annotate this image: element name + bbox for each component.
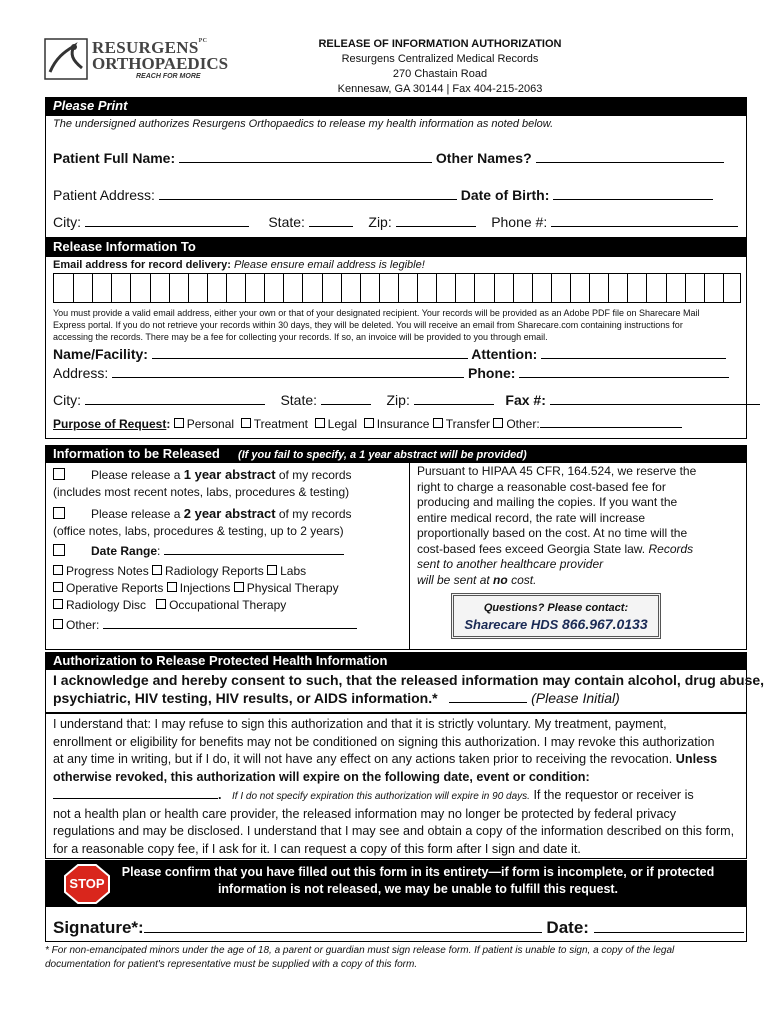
name-facility-label: Name/Facility:: [53, 346, 148, 362]
email-grid-cell-divider: [474, 274, 475, 302]
patient-address-field[interactable]: [159, 199, 457, 200]
email-grid-cell-divider: [455, 274, 456, 302]
type-progress-notes-checkbox[interactable]: [53, 565, 63, 575]
expiration-field[interactable]: [53, 798, 218, 799]
terms-text: I understand that: I may refuse to sign this authorization and that it is strictly voluntary. My treatment, payment, enrollment or eligibility for benefits may not be conditioned on signing this authorization. I may revoke this authorization at any time in writing, but if I do, it will not have any effect on any actions taken prior to receiving the revocation. Unless otherwise revoked, this authorization will expire on the following date, event or condition: . If I do not specify expiration this authorization will expire in 90 days. If the requestor or receiver is not a health plan or health care provider, the released information may no longer be protected by federal privacy regulations and may be disclosed. I understand that I may see and obtain a copy of the information described on this form, for a reasonable copy fee, if I ask for it. I can request a copy of this form after I sign and date it.: [53, 717, 735, 856]
logo-mark-icon: [44, 38, 88, 80]
email-grid-cell-divider: [627, 274, 628, 302]
email-grid-cell-divider: [379, 274, 380, 302]
email-grid-cell-divider: [704, 274, 705, 302]
email-label: Email address for record delivery:: [53, 259, 231, 271]
type-radiology-reports[interactable]: Radiology Reports: [152, 564, 264, 578]
signature-field[interactable]: [144, 932, 542, 933]
email-instructions: [53, 307, 700, 343]
patient-city-label: City:: [53, 214, 81, 230]
two-year-checkbox[interactable]: [53, 507, 65, 519]
purpose-transfer-checkbox[interactable]: [433, 418, 443, 428]
purpose-other[interactable]: Other:: [493, 417, 539, 431]
contact-question: Questions? Please contact:: [483, 602, 629, 614]
email-grid-cell-divider: [398, 274, 399, 302]
opt2-text-a: Please release a: [91, 507, 181, 521]
email-grid-cell-divider: [723, 274, 724, 302]
fee-divider: [409, 462, 410, 650]
purpose-legal-checkbox[interactable]: [315, 418, 325, 428]
patient-state-label: State:: [268, 214, 305, 230]
initial-label: (Please Initial): [531, 690, 620, 706]
recipient-city-field[interactable]: [85, 404, 265, 405]
type-radiology-disc-checkbox[interactable]: [53, 599, 63, 609]
email-grid-cell-divider: [245, 274, 246, 302]
initial-field[interactable]: [449, 702, 527, 703]
opt1-text-d: (includes most recent notes, labs, procedures & testing): [53, 485, 350, 499]
purpose-personal-checkbox[interactable]: [174, 418, 184, 428]
one-year-checkbox[interactable]: [53, 468, 65, 480]
ack-line-1: I acknowledge and hereby consent to such, that the released information may contain alcohol, drug abuse,: [53, 672, 765, 688]
note-line-1: You must provide a valid email address, either your own or that of your designated recipient. Your records will be provided as an Adobe PDF file on Sharecare Mail: [53, 308, 700, 318]
purpose-other-checkbox[interactable]: [493, 418, 503, 428]
purpose-personal[interactable]: Personal: [174, 417, 234, 431]
patient-phone-label: Phone #:: [491, 214, 548, 230]
purpose-insurance[interactable]: Insurance: [364, 417, 430, 431]
fee-text: Pursuant to HIPAA 45 CFR, 164.524, we reserve the right to charge a reasonable cost-based fee for producing and mailing the copies. If you want the entire medical record, the rate will increase proportionally based on the cost. At no time will the cost-based fees exceed Georgia State law. Records sent to another healthcare provider will be sent at no cost.: [417, 464, 697, 587]
email-grid-cell-divider: [169, 274, 170, 302]
logo-tagline: REACH FOR MORE: [136, 73, 201, 80]
patient-zip-label: Zip:: [368, 214, 392, 230]
type-radiology-reports-checkbox[interactable]: [152, 565, 162, 575]
note-line-3: accessing the records. There may be a fee for collecting your records. If so, an invoice will be provided to you through email.: [53, 332, 548, 342]
type-radiology-disc[interactable]: Radiology Disc: [53, 598, 146, 612]
recipient-phone-field[interactable]: [519, 377, 729, 378]
org-street: 270 Chastain Road: [392, 68, 488, 80]
email-grid-cell-divider: [608, 274, 609, 302]
patient-address-label: Patient Address:: [53, 187, 155, 203]
type-progress-notes[interactable]: Progress Notes: [53, 564, 149, 578]
type-other-field[interactable]: [103, 628, 357, 629]
purpose-treatment[interactable]: Treatment: [241, 417, 308, 431]
patient-zip-field[interactable]: [396, 226, 476, 227]
opt1-text-a: Please release a: [91, 468, 181, 482]
type-other-checkbox[interactable]: [53, 619, 63, 629]
email-grid-cell-divider: [150, 274, 151, 302]
opt1-text-b: 1 year abstract: [183, 467, 276, 482]
type-operative-reports-checkbox[interactable]: [53, 582, 63, 592]
org-city-fax: Kennesaw, GA 30144 | Fax 404-215-2063: [337, 83, 543, 95]
email-grid-cell-divider: [302, 274, 303, 302]
patient-phone-field[interactable]: [551, 226, 738, 227]
email-grid-cell-divider: [130, 274, 131, 302]
email-grid-cell-divider: [188, 274, 189, 302]
please-print-bar: Please Print: [45, 97, 747, 115]
recipient-zip-label: Zip:: [386, 392, 410, 408]
email-grid-cell-divider: [532, 274, 533, 302]
authorization-bar: Authorization to Release Protected Health Information: [45, 652, 747, 669]
email-grid-cell-divider: [685, 274, 686, 302]
purpose-other-field[interactable]: [540, 427, 682, 428]
logo-sup: PC: [198, 38, 208, 44]
opt2-text-d: (office notes, labs, procedures & testing, up to 2 years): [53, 524, 344, 538]
footnote: * For non-emancipated minors under the age of 18, a parent or guardian must sign release form. If patient is unable to sign, a copy of the legal documentation for patient's representative must be supplied with a copy of this form.: [45, 945, 675, 970]
attention-field[interactable]: [541, 358, 726, 359]
type-occupational-therapy-checkbox[interactable]: [156, 599, 166, 609]
type-operative-reports[interactable]: Operative Reports: [53, 581, 163, 595]
ack-line-2: psychiatric, HIV testing, HIV results, or AIDS information.*: [53, 690, 438, 706]
dob-label: Date of Birth:: [460, 187, 550, 203]
other-names-field[interactable]: [536, 162, 724, 163]
contact-number: 866.967.0133: [561, 616, 648, 632]
stop-text: STOP: [69, 876, 105, 891]
date-range-checkbox[interactable]: [53, 544, 65, 556]
type-occupational-therapy[interactable]: Occupational Therapy: [156, 598, 286, 612]
recipient-state-label: State:: [280, 392, 318, 408]
date-label: Date:: [546, 918, 589, 937]
email-note: Please ensure email address is legible!: [233, 259, 425, 271]
recipient-phone-label: Phone:: [468, 365, 516, 381]
email-grid-cell-divider: [589, 274, 590, 302]
email-grid-cell-divider: [207, 274, 208, 302]
date-range-label: Date Range: [91, 544, 158, 558]
type-physical-therapy-checkbox[interactable]: [234, 582, 244, 592]
logo-sub: ORTHOPAEDICS: [92, 54, 229, 73]
email-grid-cell-divider: [513, 274, 514, 302]
info-released-title: Information to be Released: [53, 446, 220, 461]
type-injections[interactable]: Injections: [167, 581, 231, 595]
patient-state-field[interactable]: [309, 226, 353, 227]
email-grid-cell-divider: [666, 274, 667, 302]
info-released-note: (If you fail to specify, a 1 year abstract will be provided): [237, 449, 527, 461]
note-line-2: Express portal. If you do not retrieve your records within 30 days, they will be deleted. You will receive an email from Sharecare.com containing instructions for: [53, 320, 683, 330]
email-grid-cell-divider: [570, 274, 571, 302]
type-physical-therapy[interactable]: Physical Therapy: [234, 581, 339, 595]
release-to-bar: Release Information To: [45, 238, 747, 256]
email-grid-cell-divider: [111, 274, 112, 302]
recipient-zip-field[interactable]: [414, 404, 494, 405]
recipient-address-field[interactable]: [112, 377, 464, 378]
purpose-transfer[interactable]: Transfer: [433, 417, 490, 431]
email-grid-cell-divider: [73, 274, 74, 302]
recipient-city-label: City:: [53, 392, 81, 408]
type-injections-checkbox[interactable]: [167, 582, 177, 592]
email-grid-cell-divider: [494, 274, 495, 302]
opt2-text-b: 2 year abstract: [183, 506, 276, 521]
signature-label: Signature*:: [53, 918, 144, 937]
name-facility-field[interactable]: [152, 358, 468, 359]
purpose-insurance-checkbox[interactable]: [364, 418, 374, 428]
type-other-label: Other:: [66, 618, 100, 632]
email-grid-cell-divider: [417, 274, 418, 302]
email-grid-cell-divider: [322, 274, 323, 302]
opt1-text-c: of my records: [278, 468, 352, 482]
opt2-text-c: of my records: [278, 507, 352, 521]
contact-name: Sharecare HDS: [464, 617, 559, 632]
warning-text: Please confirm that you have filled out this form in its entirety—if form is incomplete, or if protected information is not released, we may be unable to fulfill this request.: [121, 865, 715, 896]
patient-city-field[interactable]: [85, 226, 249, 227]
logo: [44, 36, 229, 88]
purpose-treatment-checkbox[interactable]: [241, 418, 251, 428]
email-grid-cell-divider: [341, 274, 342, 302]
email-grid-cell-divider: [436, 274, 437, 302]
purpose-legal[interactable]: Legal: [315, 417, 357, 431]
patient-name-label: Patient Full Name:: [53, 150, 176, 166]
info-released-bar: [45, 445, 747, 462]
type-labs-checkbox[interactable]: [267, 565, 277, 575]
email-grid-cell-divider: [551, 274, 552, 302]
date-field[interactable]: [594, 932, 744, 933]
contact-box: [451, 593, 661, 639]
dob-field[interactable]: [553, 199, 713, 200]
logo-name: RESURGENS: [92, 38, 199, 57]
org-name: Resurgens Centralized Medical Records: [341, 53, 539, 65]
recipient-fax-field[interactable]: [550, 404, 760, 405]
recipient-state-field[interactable]: [321, 404, 371, 405]
patient-name-field[interactable]: [179, 162, 432, 163]
recipient-address-label: Address:: [53, 365, 109, 381]
email-grid-cell-divider: [283, 274, 284, 302]
recipient-fax-label: Fax #:: [505, 392, 546, 408]
form-header: [300, 37, 580, 97]
email-grid[interactable]: [53, 273, 741, 303]
type-labs[interactable]: Labs: [267, 564, 306, 578]
email-grid-cell-divider: [226, 274, 227, 302]
email-grid-cell-divider: [92, 274, 93, 302]
purpose-label: Purpose of Request: [53, 417, 167, 431]
form-title: RELEASE OF INFORMATION AUTHORIZATION: [318, 38, 562, 50]
email-grid-cell-divider: [646, 274, 647, 302]
other-names-label: Other Names?: [435, 150, 532, 166]
email-grid-cell-divider: [264, 274, 265, 302]
email-grid-cell-divider: [360, 274, 361, 302]
intro-text: The undersigned authorizes Resurgens Orthopaedics to release my health information as noted below.: [53, 118, 554, 130]
attention-label: Attention:: [471, 346, 538, 362]
date-range-field[interactable]: [164, 554, 344, 555]
